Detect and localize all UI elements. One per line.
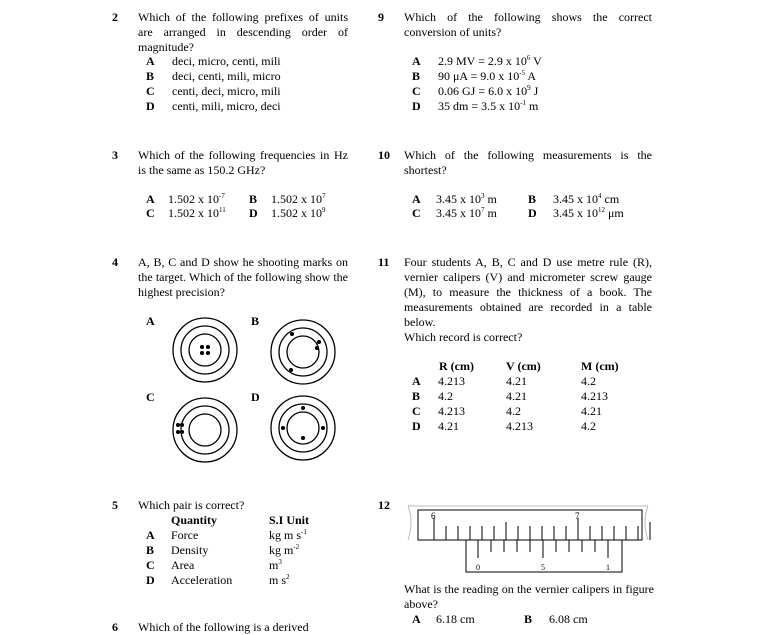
q9-opt-label: D bbox=[412, 99, 421, 113]
q3-opt-label: A bbox=[146, 192, 155, 206]
target-a bbox=[173, 318, 237, 382]
target-label-d: D bbox=[251, 390, 260, 404]
q10-opt-label: C bbox=[412, 206, 421, 220]
target-label-c: C bbox=[146, 390, 155, 404]
q3-number: 3 bbox=[112, 148, 118, 162]
q12-opt-text: 6.18 cm bbox=[436, 612, 475, 626]
q3-opt-exp: 11 bbox=[219, 206, 226, 214]
q11-label: C bbox=[412, 404, 421, 418]
q9-text: Which of the following shows the correct conversion of units? bbox=[404, 10, 652, 39]
q9-opt-text: 90 μA = 9.0 x 10 bbox=[438, 69, 520, 83]
q3-opt-text: 1.502 x 10 bbox=[168, 192, 219, 206]
q5-label: B bbox=[146, 543, 155, 557]
q9-opt-exp: -1 bbox=[520, 99, 526, 107]
q4-number: 4 bbox=[112, 255, 118, 269]
q11-m: 4.21 bbox=[581, 404, 602, 418]
vernier-label-0: 0 bbox=[476, 563, 480, 572]
q10-opt-label: A bbox=[412, 192, 421, 206]
q10-opt-exp: 12 bbox=[598, 206, 605, 214]
vernier-figure bbox=[404, 502, 652, 580]
q6-text: Which of the following is a derived bbox=[138, 620, 309, 634]
q11-text: Four students A, B, C and D use metre rule (R), vernier calipers (V) and micrometer screw gauge (M), to measure the thickness of a book. The measurements obtained are recorded in a table below. bbox=[404, 255, 652, 329]
q11-v: 4.213 bbox=[506, 419, 533, 433]
vernier-scale-ticks bbox=[478, 540, 608, 558]
q10-opt-exp: 3 bbox=[481, 192, 485, 200]
q10-opt-text: 3.45 x 10 bbox=[436, 206, 481, 220]
q3-opt-exp: 7 bbox=[322, 192, 326, 200]
q2-opt-label: D bbox=[146, 99, 155, 113]
q10-opt-label: B bbox=[528, 192, 537, 206]
q5-label: D bbox=[146, 573, 155, 587]
q3-opt-label: B bbox=[249, 192, 258, 206]
q10-opt-unit: cm bbox=[601, 192, 620, 206]
q12-opt-text: 6.08 cm bbox=[549, 612, 588, 626]
q10-opt-text: 3.45 x 10 bbox=[553, 206, 598, 220]
q11-text2: Which record is correct? bbox=[404, 330, 523, 344]
q3-opt-label: C bbox=[146, 206, 155, 220]
q11-m: 4.213 bbox=[581, 389, 608, 403]
q2-text: Which of the following prefixes of units are arranged in descending order of magnitude? bbox=[138, 10, 348, 54]
vernier-label-10: 1 bbox=[606, 563, 610, 572]
target-d bbox=[271, 396, 335, 460]
q11-v: 4.21 bbox=[506, 374, 527, 388]
q10-opt-text: 3.45 x 10 bbox=[436, 192, 481, 206]
q9-opt-label: B bbox=[412, 69, 421, 83]
targets-figure bbox=[165, 310, 345, 472]
q10-opt-unit: m bbox=[484, 206, 497, 220]
q3-opt-exp: -7 bbox=[219, 192, 225, 200]
q11-m: 4.2 bbox=[581, 419, 596, 433]
q12-text: What is the reading on the vernier calipers in figure above? bbox=[404, 582, 654, 611]
q2-opt-text: deci, micro, centi, mili bbox=[172, 54, 281, 68]
target-label-b: B bbox=[251, 314, 260, 328]
q11-label: D bbox=[412, 419, 421, 433]
q5-quantity: Acceleration bbox=[171, 573, 233, 587]
q9-opt-text: 2.9 MV = 2.9 x 10 bbox=[438, 54, 527, 68]
q5-quantity: Force bbox=[171, 528, 199, 542]
cut-off-line bbox=[412, 626, 652, 630]
q10-opt-text: 3.45 x 10 bbox=[553, 192, 598, 206]
q5-head-unit: S.I Unit bbox=[269, 513, 310, 527]
q11-head-r: R (cm) bbox=[439, 359, 474, 373]
q10-opt-exp: 7 bbox=[481, 206, 485, 214]
q11-number: 11 bbox=[378, 255, 390, 269]
q5-label: C bbox=[146, 558, 155, 572]
q9-opt-exp: 6 bbox=[526, 54, 531, 62]
q3-opt-text: 1.502 x 10 bbox=[271, 192, 322, 206]
q5-head-quantity: Quantity bbox=[171, 513, 218, 527]
q5-unit-exp: 3 bbox=[278, 558, 282, 566]
q2-opt-text: centi, deci, micro, mili bbox=[172, 84, 281, 98]
q2-opt-label: A bbox=[146, 54, 155, 68]
q5-unit: kg m s bbox=[269, 528, 302, 542]
q3-opt-label: D bbox=[249, 206, 258, 220]
q2-number: 2 bbox=[112, 10, 118, 24]
q9-number: 9 bbox=[378, 10, 384, 24]
q5-unit: m s bbox=[269, 573, 287, 587]
q10-number: 10 bbox=[378, 148, 390, 162]
q12-opt-label: A bbox=[412, 612, 421, 626]
q9-opt-label: A bbox=[412, 54, 421, 68]
q11-m: 4.2 bbox=[581, 374, 596, 388]
q5-label: A bbox=[146, 528, 155, 542]
q5-quantity: Density bbox=[171, 543, 209, 557]
q5-unit-exp: -1 bbox=[301, 528, 307, 536]
q2-opt-label: B bbox=[146, 69, 155, 83]
q9-opt-unit: J bbox=[530, 84, 539, 98]
q10-opt-unit: m bbox=[484, 192, 497, 206]
q11-r: 4.213 bbox=[438, 374, 465, 388]
q4-text: A, B, C and D show he shooting marks on the target. Which of the following show the highest precision? bbox=[138, 255, 348, 299]
main-label-6: 6 bbox=[431, 511, 436, 521]
q5-text: Which pair is correct? bbox=[138, 498, 245, 512]
q10-opt-unit: μm bbox=[605, 206, 624, 220]
q9-opt-unit: V bbox=[530, 54, 542, 68]
main-scale-ticks bbox=[434, 518, 650, 540]
q11-v: 4.2 bbox=[506, 404, 521, 418]
target-label-a: A bbox=[146, 314, 155, 328]
q3-opt-exp: 9 bbox=[322, 206, 326, 214]
q5-unit: kg m bbox=[269, 543, 294, 557]
q3-text: Which of the following frequencies in Hz is the same as 150.2 GHz? bbox=[138, 148, 348, 177]
q11-r: 4.21 bbox=[438, 419, 459, 433]
q9-opt-unit: m bbox=[525, 99, 539, 113]
q2-opt-label: C bbox=[146, 84, 155, 98]
target-b bbox=[271, 320, 335, 384]
q10-opt-exp: 4 bbox=[598, 192, 602, 200]
q3-opt-text: 1.502 x 10 bbox=[271, 206, 322, 220]
q2-opt-text: deci, centi, mili, micro bbox=[172, 69, 281, 83]
q11-head-v: V (cm) bbox=[506, 359, 541, 373]
q11-head-m: M (cm) bbox=[581, 359, 619, 373]
q11-label: B bbox=[412, 389, 421, 403]
q12-number: 12 bbox=[378, 498, 390, 512]
q5-quantity: Area bbox=[171, 558, 195, 572]
q12-opt-label: B bbox=[524, 612, 533, 626]
q11-label: A bbox=[412, 374, 421, 388]
main-label-7: 7 bbox=[575, 511, 580, 521]
q11-v: 4.21 bbox=[506, 389, 527, 403]
q9-opt-unit: A bbox=[525, 69, 537, 83]
q10-opt-label: D bbox=[528, 206, 537, 220]
q5-number: 5 bbox=[112, 498, 118, 512]
q9-opt-exp: -5 bbox=[519, 69, 526, 77]
q3-opt-text: 1.502 x 10 bbox=[168, 206, 219, 220]
q9-opt-text: 35 dm = 3.5 x 10 bbox=[438, 99, 521, 113]
q6-number: 6 bbox=[112, 620, 118, 634]
q9-opt-text: 0.06 GJ = 6.0 x 10 bbox=[438, 84, 528, 98]
q2-opt-text: centi, mili, micro, deci bbox=[172, 99, 281, 113]
q5-unit-exp: -2 bbox=[293, 543, 300, 551]
q11-r: 4.2 bbox=[438, 389, 453, 403]
q9-opt-label: C bbox=[412, 84, 421, 98]
q5-unit: m bbox=[269, 558, 279, 572]
vernier-label-5: 5 bbox=[541, 563, 545, 572]
q11-r: 4.213 bbox=[438, 404, 465, 418]
q9-opt-exp: 9 bbox=[527, 84, 531, 92]
q10-text: Which of the following measurements is the shortest? bbox=[404, 148, 652, 177]
target-c bbox=[173, 398, 237, 462]
q5-unit-exp: 2 bbox=[286, 573, 290, 581]
